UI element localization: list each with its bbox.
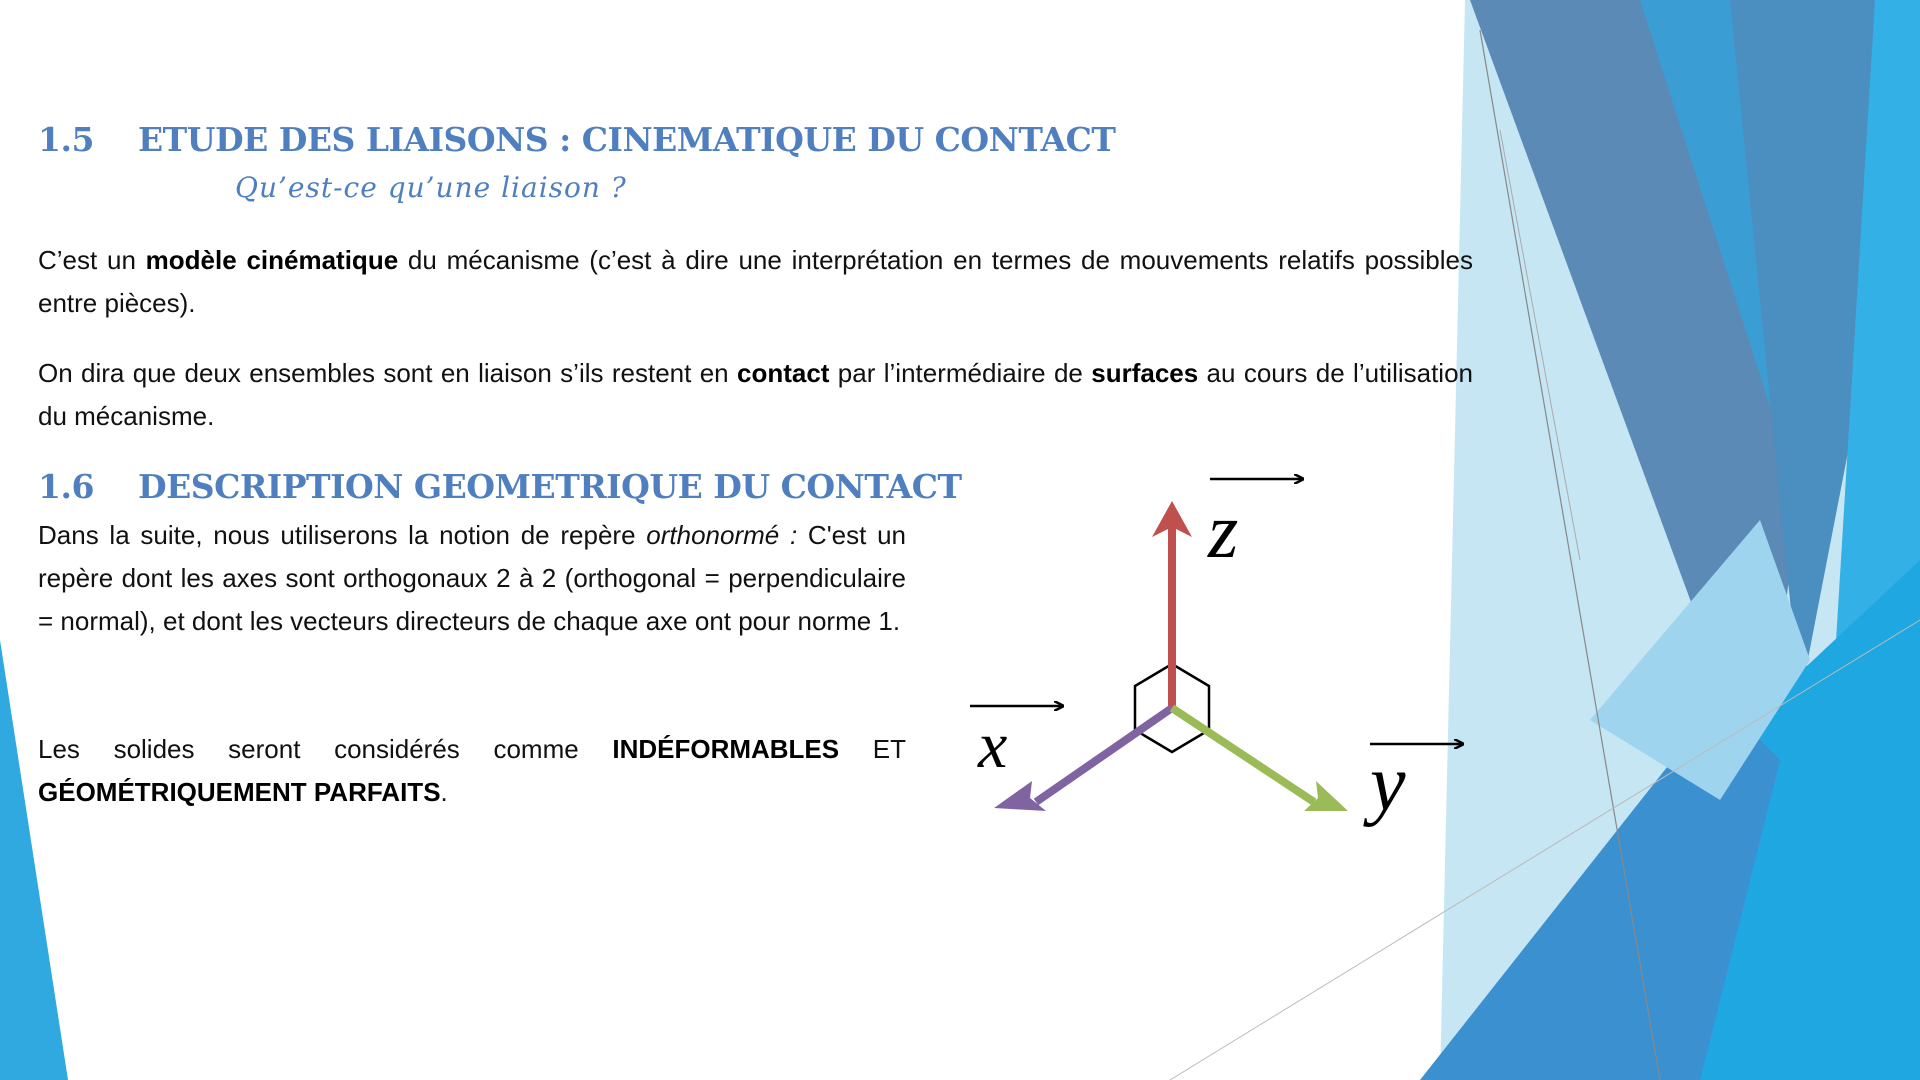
text-run: .	[440, 777, 448, 807]
section-title: ETUDE DES LIAISONS : CINEMATIQUE DU CONTACT	[138, 120, 1116, 159]
y-axis-label: y	[1370, 740, 1406, 828]
section-heading-1-6	[38, 467, 962, 506]
paragraph-liaison	[38, 352, 1473, 438]
bold-term: contact	[736, 358, 830, 388]
bold-term: surfaces	[1091, 358, 1199, 388]
section-subtitle: Qu’est-ce qu’une liaison ?	[235, 171, 627, 204]
text-run: ET	[839, 734, 906, 764]
text-run: C’est un	[38, 245, 146, 275]
text-run: Dans la suite, nous utiliserons la notion de repère	[38, 520, 647, 550]
section-number: 1.5	[38, 120, 94, 159]
text-run: du mécanisme (c’est à dire une interprétation en termes de mouvements relatifs possibles entre pièces).	[38, 245, 1473, 318]
paragraph-definition	[38, 239, 1473, 325]
section-heading-1-5	[38, 120, 1116, 159]
bold-term: GÉOMÉTRIQUEMENT PARFAITS	[38, 777, 441, 807]
z-axis-arrow	[1152, 501, 1192, 708]
paragraph-solids	[38, 728, 906, 814]
bold-term: modèle cinématique	[145, 245, 399, 275]
x-axis-arrow	[994, 708, 1172, 811]
section-number: 1.6	[38, 467, 94, 506]
paragraph-orthonormal	[38, 514, 906, 643]
bold-term: INDÉFORMABLES	[612, 734, 840, 764]
italic-term: orthonormé :	[646, 520, 798, 550]
text-run: au cours de l’utilisation du mécanisme.	[38, 358, 1474, 431]
text-run: par l’intermédiaire de	[829, 358, 1092, 388]
x-axis-label: x	[978, 709, 1008, 782]
orthonormal-frame-diagram	[950, 455, 1480, 855]
left-edge-shape	[0, 640, 68, 1080]
text-run: Les solides seront considérés comme	[38, 734, 613, 764]
text-run: C'est un repère dont les axes sont orthogonaux 2 à 2 (orthogonal = perpendiculaire = normal), et dont les vecteurs directeurs de chaque axe ont pour norme 1.	[38, 520, 906, 636]
section-title: DESCRIPTION GEOMETRIQUE DU CONTACT	[138, 467, 962, 506]
z-axis-label: z	[1208, 487, 1239, 574]
y-axis-arrow	[1172, 708, 1348, 811]
text-run: On dira que deux ensembles sont en liaison s’ils restent en	[38, 358, 737, 388]
